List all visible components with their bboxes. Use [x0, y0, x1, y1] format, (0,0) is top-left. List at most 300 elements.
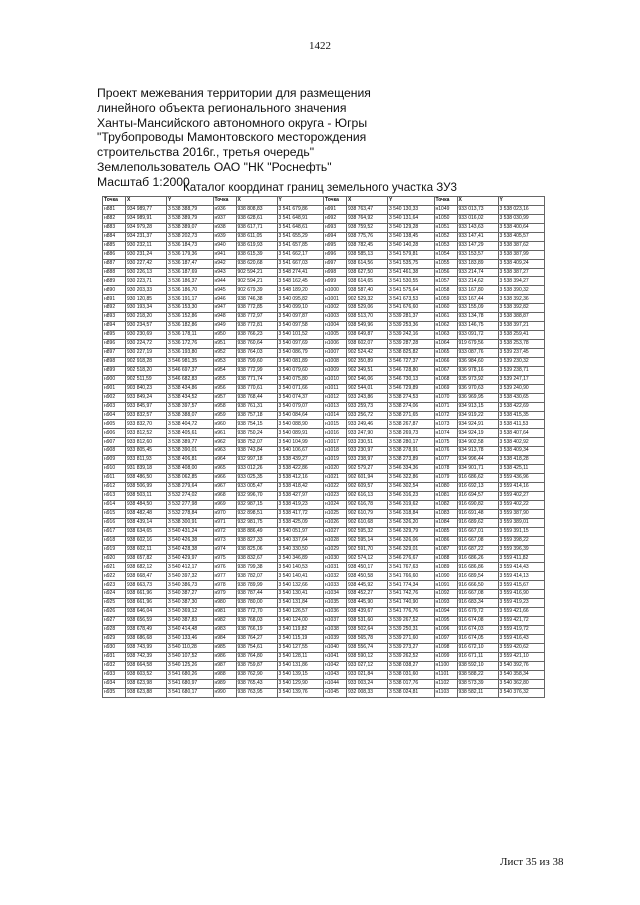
x-cell: 938 771,74 [236, 375, 277, 384]
point-cell: н946 [213, 295, 236, 304]
x-cell: 938 614,56 [347, 259, 388, 268]
y-cell: 3 540 099,10 [277, 304, 324, 313]
x-cell: 930 231,24 [126, 250, 167, 259]
point-cell: н1009 [324, 366, 347, 375]
x-cell: 902 524,42 [347, 348, 388, 357]
y-cell: 3 540 079,07 [277, 402, 324, 411]
y-cell: 3 540 129,90 [277, 679, 324, 688]
x-cell: 938 486,50 [126, 474, 167, 483]
point-cell: н1080 [434, 483, 457, 492]
y-cell: 3 532 274,02 [167, 491, 214, 500]
y-cell: 3 540 431,24 [167, 527, 214, 536]
point-cell: н950 [213, 331, 236, 340]
x-cell: 916 690,82 [457, 500, 498, 509]
y-cell: 3 538 415,35 [498, 411, 545, 420]
x-cell: 933 016,02 [457, 214, 498, 223]
y-cell: 3 539 262,52 [388, 652, 435, 661]
y-cell: 3 546 730,13 [388, 375, 435, 384]
point-cell: н1075 [434, 438, 457, 447]
y-cell: 3 536 186,70 [167, 286, 214, 295]
y-cell: 3 559 414,43 [498, 563, 545, 572]
x-cell: 933 230,51 [347, 438, 388, 447]
y-cell: 3 548 274,41 [277, 268, 324, 277]
x-cell: 934 231,37 [126, 232, 167, 241]
x-cell: 902 679,39 [236, 286, 277, 295]
point-cell: н936 [213, 205, 236, 214]
y-cell: 3 536 179,36 [167, 250, 214, 259]
y-cell: 3 538 411,53 [498, 420, 545, 429]
x-cell: 938 759,87 [236, 661, 277, 670]
x-cell: 938 886,49 [236, 527, 277, 536]
y-cell: 3 541 774,34 [388, 581, 435, 590]
x-cell: 938 772,70 [236, 608, 277, 617]
point-cell: н906 [103, 429, 126, 438]
y-cell: 3 540 140,28 [388, 241, 435, 250]
point-cell: н987 [213, 661, 236, 670]
y-cell: 3 540 119,82 [277, 626, 324, 635]
point-cell: н1022 [324, 483, 347, 492]
x-cell: 930 218,20 [126, 313, 167, 322]
point-cell: н935 [103, 688, 126, 697]
point-cell: н910 [103, 465, 126, 474]
point-cell: н932 [103, 661, 126, 670]
y-cell: 3 546 326,20 [388, 518, 435, 527]
y-cell: 3 546 316,23 [388, 491, 435, 500]
point-cell: н971 [213, 518, 236, 527]
y-cell: 3 538 389,07 [167, 223, 214, 232]
point-cell: н1027 [324, 527, 347, 536]
table-row [103, 465, 545, 474]
header-y: Y [277, 197, 324, 206]
x-cell: 938 439,67 [347, 608, 388, 617]
x-cell: 938 782,07 [236, 572, 277, 581]
y-cell: 3 541 680,26 [167, 670, 214, 679]
x-cell: 938 663,73 [126, 581, 167, 590]
header-y: Y [167, 197, 214, 206]
x-cell: 902 594,21 [236, 268, 277, 277]
y-cell: 3 541 530,55 [388, 277, 435, 286]
x-cell: 916 674,08 [457, 617, 498, 626]
x-cell: 938 623,88 [126, 688, 167, 697]
point-cell: н1017 [324, 438, 347, 447]
table-row [103, 554, 545, 563]
x-cell: 933 247,90 [347, 429, 388, 438]
x-cell: 916 694,57 [457, 491, 498, 500]
point-cell: н970 [213, 509, 236, 518]
point-cell: н941 [213, 250, 236, 259]
y-cell: 3 541 579,81 [388, 250, 435, 259]
header-x: X [457, 197, 498, 206]
x-cell: 902 616,13 [347, 491, 388, 500]
point-cell: н1097 [434, 634, 457, 643]
point-cell: н1095 [434, 617, 457, 626]
point-cell: н1025 [324, 509, 347, 518]
y-cell: 3 540 106,67 [277, 447, 324, 456]
point-cell: н1078 [434, 465, 457, 474]
y-cell: 3 541 766,60 [388, 572, 435, 581]
table-row [103, 581, 545, 590]
x-cell: 938 450,17 [347, 563, 388, 572]
point-cell: н921 [103, 563, 126, 572]
y-cell: 3 559 416,90 [498, 590, 545, 599]
point-cell: н1019 [324, 456, 347, 465]
table-row [103, 384, 545, 393]
table-row [103, 688, 545, 697]
point-cell: н1049 [434, 205, 457, 214]
page-number: 1422 [309, 40, 331, 52]
x-cell: 938 603,52 [126, 670, 167, 679]
point-cell: н1000 [324, 286, 347, 295]
x-cell: 902 350,89 [347, 357, 388, 366]
point-cell: н1033 [324, 581, 347, 590]
table-row [103, 634, 545, 643]
point-cell: н1002 [324, 304, 347, 313]
table-row [103, 313, 545, 322]
x-cell: 938 556,74 [347, 643, 388, 652]
y-cell: 3 541 767,63 [388, 563, 435, 572]
y-cell: 3 538 439,27 [277, 456, 324, 465]
point-cell: н959 [213, 411, 236, 420]
y-cell: 3 536 187,47 [167, 259, 214, 268]
table-row [103, 250, 545, 259]
point-cell: н1069 [434, 384, 457, 393]
point-cell: н912 [103, 483, 126, 492]
x-cell: 938 623,98 [126, 679, 167, 688]
point-cell: н1102 [434, 679, 457, 688]
y-cell: 3 540 387,83 [167, 617, 214, 626]
table-row [103, 429, 545, 438]
point-cell: н1059 [434, 295, 457, 304]
point-cell: н1054 [434, 250, 457, 259]
point-cell: н934 [103, 679, 126, 688]
title-line: Ханты-Мансийского автономного округа - Югры [97, 115, 368, 130]
y-cell: 3 546 322,86 [388, 474, 435, 483]
y-cell: 3 546 682,83 [167, 375, 214, 384]
y-cell: 3 540 107,52 [167, 652, 214, 661]
y-cell: 3 538 017,76 [388, 679, 435, 688]
x-cell: 938 762,90 [236, 670, 277, 679]
y-cell: 3 540 131,84 [277, 599, 324, 608]
x-cell: 938 772,99 [236, 366, 277, 375]
table-row [103, 268, 545, 277]
point-cell: н1016 [324, 429, 347, 438]
y-cell: 3 538 273,89 [388, 456, 435, 465]
y-cell: 3 540 392,76 [498, 661, 545, 670]
point-cell: н1068 [434, 375, 457, 384]
y-cell: 3 540 414,48 [167, 626, 214, 635]
point-cell: н1090 [434, 572, 457, 581]
y-cell: 3 540 387,27 [167, 590, 214, 599]
y-cell: 3 538 417,72 [277, 509, 324, 518]
point-cell: н1099 [434, 652, 457, 661]
point-cell: н881 [103, 205, 126, 214]
y-cell: 3 539 267,52 [388, 617, 435, 626]
point-cell: н947 [213, 304, 236, 313]
point-cell: н1084 [434, 518, 457, 527]
x-cell: 938 628,61 [236, 214, 277, 223]
point-cell: н1086 [434, 536, 457, 545]
table-row [103, 447, 545, 456]
point-cell: н1050 [434, 214, 457, 223]
x-cell: 916 671,11 [457, 652, 498, 661]
x-cell: 938 452,27 [347, 590, 388, 599]
point-cell: н973 [213, 536, 236, 545]
header-point: Точка [213, 197, 236, 206]
table-row [103, 536, 545, 545]
y-cell: 3 538 390,32 [498, 286, 545, 295]
x-cell: 902 511,59 [126, 375, 167, 384]
y-cell: 3 540 071,66 [277, 384, 324, 393]
x-cell: 938 614,65 [347, 277, 388, 286]
point-cell: н949 [213, 322, 236, 331]
point-cell: н963 [213, 447, 236, 456]
y-cell: 3 539 230,32 [498, 357, 545, 366]
y-cell: 3 540 128,11 [277, 652, 324, 661]
sheet-footer: Лист 35 из 38 [500, 856, 564, 868]
x-cell: 933 230,97 [347, 447, 388, 456]
x-cell: 930 203,33 [126, 286, 167, 295]
point-cell: н1089 [434, 563, 457, 572]
y-cell: 3 536 172,76 [167, 340, 214, 349]
y-cell: 3 538 062,85 [167, 474, 214, 483]
point-cell: н1091 [434, 581, 457, 590]
x-cell: 902 544,01 [347, 384, 388, 393]
x-cell: 933 811,93 [126, 456, 167, 465]
point-cell: н992 [324, 214, 347, 223]
point-cell: н939 [213, 232, 236, 241]
table-row [103, 411, 545, 420]
x-cell: 938 752,07 [236, 438, 277, 447]
x-cell: 936 978,16 [457, 366, 498, 375]
y-cell: 3 538 825,82 [388, 348, 435, 357]
y-cell: 3 546 329,01 [388, 545, 435, 554]
x-cell: 933 256,72 [347, 411, 388, 420]
x-cell: 933 238,97 [347, 456, 388, 465]
point-cell: н1051 [434, 223, 457, 232]
x-cell: 938 620,68 [236, 259, 277, 268]
point-cell: н918 [103, 536, 126, 545]
y-cell: 3 538 388,87 [498, 313, 545, 322]
x-cell: 916 686,62 [457, 474, 498, 483]
point-cell: н951 [213, 340, 236, 349]
x-cell: 916 674,05 [457, 634, 498, 643]
header-y: Y [498, 197, 545, 206]
point-cell: н1040 [324, 643, 347, 652]
table-row [103, 331, 545, 340]
table-row [103, 232, 545, 241]
y-cell: 3 540 397,32 [167, 572, 214, 581]
x-cell: 930 234,57 [126, 322, 167, 331]
x-cell: 932 981,75 [236, 518, 277, 527]
y-cell: 3 540 346,89 [277, 554, 324, 563]
x-cell: 933 146,75 [457, 322, 498, 331]
y-cell: 3 540 125,26 [167, 661, 214, 670]
point-cell: н1076 [434, 447, 457, 456]
title-line: строительства 2016г., третья очередь" [97, 145, 315, 160]
x-cell: 932 997,18 [236, 456, 277, 465]
point-cell: н927 [103, 617, 126, 626]
y-cell: 3 540 140,41 [277, 572, 324, 581]
point-cell: н908 [103, 447, 126, 456]
y-cell: 3 538 271,65 [388, 411, 435, 420]
table-row [103, 438, 545, 447]
y-cell: 3 546 981,35 [167, 357, 214, 366]
table-row [103, 277, 545, 286]
point-cell: н1071 [434, 402, 457, 411]
table-row [103, 357, 545, 366]
point-cell: н1087 [434, 545, 457, 554]
y-cell: 3 538 392,36 [498, 295, 545, 304]
x-cell: 933 087,76 [457, 348, 498, 357]
x-cell: 902 518,20 [126, 366, 167, 375]
y-cell: 3 540 126,57 [277, 608, 324, 617]
x-cell: 938 592,10 [457, 661, 498, 670]
table-row [103, 223, 545, 232]
y-cell: 3 541 655,29 [277, 232, 324, 241]
point-cell: н1063 [434, 331, 457, 340]
point-cell: н1066 [434, 357, 457, 366]
y-cell: 3 541 535,75 [388, 259, 435, 268]
point-cell: н1093 [434, 599, 457, 608]
point-cell: н1079 [434, 474, 457, 483]
catalog-title: Каталог координат границ земельного участка ЗУ3 [183, 181, 457, 194]
y-cell: 3 538 267,87 [388, 420, 435, 429]
x-cell: 916 667,01 [457, 527, 498, 536]
point-cell: н994 [324, 232, 347, 241]
y-cell: 3 541 742,76 [388, 590, 435, 599]
table-header-row [103, 197, 545, 206]
x-cell: 938 649,87 [347, 331, 388, 340]
y-cell: 3 539 247,17 [498, 375, 545, 384]
y-cell: 3 539 253,36 [388, 322, 435, 331]
x-cell: 938 766,23 [236, 331, 277, 340]
point-cell: н1052 [434, 232, 457, 241]
y-cell: 3 538 434,86 [167, 384, 214, 393]
point-cell: н1029 [324, 545, 347, 554]
y-cell: 3 539 242,16 [388, 331, 435, 340]
point-cell: н1024 [324, 500, 347, 509]
x-cell: 933 259,73 [347, 402, 388, 411]
x-cell: 934 919,22 [457, 411, 498, 420]
point-cell: н985 [213, 643, 236, 652]
x-cell: 938 619,93 [236, 241, 277, 250]
point-cell: н894 [103, 322, 126, 331]
point-cell: н996 [324, 250, 347, 259]
y-cell: 3 538 409,34 [498, 447, 545, 456]
point-cell: н1092 [434, 590, 457, 599]
point-cell: н1083 [434, 509, 457, 518]
x-cell: 935 973,92 [457, 375, 498, 384]
point-cell: н886 [103, 250, 126, 259]
table-row [103, 483, 545, 492]
x-cell: 938 646,04 [126, 608, 167, 617]
y-cell: 3 538 405,57 [498, 232, 545, 241]
x-cell: 916 667,08 [457, 590, 498, 599]
x-cell: 933 243,86 [347, 393, 388, 402]
document-title [97, 86, 537, 190]
x-cell: 932 987,15 [236, 500, 277, 509]
y-cell: 3 540 362,80 [498, 679, 545, 688]
y-cell: 3 538 030,99 [498, 214, 545, 223]
y-cell: 3 559 419,72 [498, 626, 545, 635]
point-cell: н900 [103, 375, 126, 384]
point-cell: н937 [213, 214, 236, 223]
y-cell: 3 538 023,16 [498, 205, 545, 214]
point-cell: н983 [213, 626, 236, 635]
point-cell: н989 [213, 679, 236, 688]
x-cell: 938 482,48 [126, 509, 167, 518]
y-cell: 3 538 274,06 [388, 402, 435, 411]
point-cell: н1008 [324, 357, 347, 366]
y-cell: 3 538 024,81 [388, 688, 435, 697]
x-cell: 933 167,44 [457, 295, 498, 304]
point-cell: н976 [213, 563, 236, 572]
x-cell: 938 759,52 [347, 223, 388, 232]
x-cell: 932 996,70 [236, 491, 277, 500]
y-cell: 3 538 407,64 [498, 429, 545, 438]
y-cell: 3 541 662,17 [277, 250, 324, 259]
y-cell: 3 540 130,33 [388, 205, 435, 214]
x-cell: 938 789,99 [236, 581, 277, 590]
x-cell: 938 450,58 [347, 572, 388, 581]
table-row [103, 652, 545, 661]
y-cell: 3 541 657,85 [277, 241, 324, 250]
y-cell: 3 538 274,53 [388, 393, 435, 402]
y-cell: 3 538 280,17 [388, 438, 435, 447]
x-cell: 933 003,24 [347, 679, 388, 688]
y-cell: 3 536 186,37 [167, 277, 214, 286]
x-cell: 938 502,64 [347, 626, 388, 635]
point-cell: н955 [213, 375, 236, 384]
y-cell: 3 540 133,46 [167, 634, 214, 643]
point-cell: н986 [213, 652, 236, 661]
point-cell: н893 [103, 313, 126, 322]
point-cell: н1096 [434, 626, 457, 635]
point-cell: н1064 [434, 340, 457, 349]
point-cell: н995 [324, 241, 347, 250]
coordinate-table-container [102, 196, 544, 698]
y-cell: 3 540 138,45 [388, 232, 435, 241]
y-cell: 3 539 273,27 [388, 643, 435, 652]
x-cell: 938 582,11 [457, 688, 498, 697]
x-cell: 934 924,19 [457, 429, 498, 438]
x-cell: 902 529,32 [347, 295, 388, 304]
y-cell: 3 540 140,53 [277, 563, 324, 572]
table-row [103, 509, 545, 518]
header-point: Точка [434, 197, 457, 206]
point-cell: н1036 [324, 608, 347, 617]
y-cell: 3 559 436,96 [498, 474, 545, 483]
y-cell: 3 538 430,65 [498, 393, 545, 402]
y-cell: 3 546 727,37 [388, 357, 435, 366]
point-cell: н914 [103, 500, 126, 509]
x-cell: 938 657,82 [126, 554, 167, 563]
y-cell: 3 540 129,28 [388, 223, 435, 232]
y-cell: 3 540 139,15 [277, 670, 324, 679]
point-cell: н1034 [324, 590, 347, 599]
y-cell: 3 546 329,79 [388, 527, 435, 536]
x-cell: 933 805,45 [126, 447, 167, 456]
point-cell: н1043 [324, 670, 347, 679]
title-line: линейного объекта регионального значения [97, 100, 347, 115]
x-cell: 934 913,78 [457, 447, 498, 456]
x-cell: 902 574,12 [347, 554, 388, 563]
point-cell: н1057 [434, 277, 457, 286]
point-cell: н962 [213, 438, 236, 447]
x-cell: 938 668,47 [126, 572, 167, 581]
x-cell: 938 757,18 [236, 411, 277, 420]
point-cell: н984 [213, 634, 236, 643]
